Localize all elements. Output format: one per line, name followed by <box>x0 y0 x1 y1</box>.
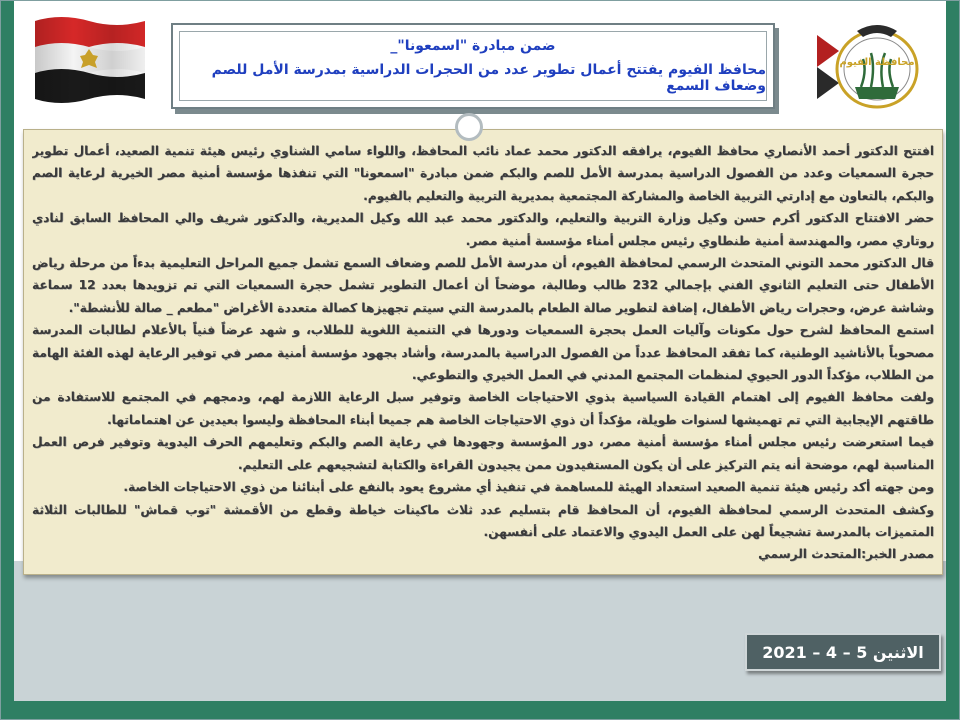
logo-text: محافظة الفيوم <box>839 57 915 68</box>
date-label: الاثنين 5 – 4 – 2021 <box>762 642 924 662</box>
article-source: مصدر الخبر:المتحدث الرسمي <box>758 547 934 562</box>
binder-ring <box>455 113 483 141</box>
article-paragraph: قال الدكتور محمد التوني المتحدث الرسمي لمحافظة الفيوم، أن مدرسة الأمل للصم وضعاف السمع تشمل جميع المراحل التعليمية بدءاً من مرحلة رياض الأطفال حتى التعليم الثانوي الفني بإجمالي 232 طالب وطالبة، موضحاً أن أعمال التطوير تشمل حجرة السمعيات التي تم تزويدها بعدد 12 سماعة وشاشة عرض، وحجرات رياض الأطفال، إضافة لتطوير صالة الطعام بالمدرسة التي سيتم تجهيزها كصالة متعددة الأغراض "مطعم _ صالة للأنشطة". <box>32 256 934 315</box>
article-paragraph: افتتح الدكتور أحمد الأنصاري محافظ الفيوم، يرافقه الدكتور محمد عماد نائب المحافظ، واللواء سامي الشناوي رئيس هيئة تنمية الصعيد، أعمال تطوير حجرة السمعيات وعدد من الفصول الدراسية بمدرسة الأمل للصم والبكم ضمن مبادرة "اسمعونا" التي تنفذها مؤسسة أمنية مصر الخيرية لرعاية الصم والبكم، بالتعاون مع إدارتي التربية الخاصة والمشاركة المجتمعية بمديرية التربية والتعليم بالفيوم. <box>32 144 934 203</box>
page-title: محافظ الفيوم يفتتح أعمال تطوير عدد من الحجرات الدراسية بمدرسة الأمل للصم وضعاف السمع <box>211 62 766 94</box>
date-box <box>745 633 941 671</box>
article-box <box>23 129 943 575</box>
right-border-bar <box>946 1 959 720</box>
article-paragraph: ولفت محافظ الفيوم إلى اهتمام القيادة السياسية بذوي الاحتياجات الخاصة وتوفير سبل الرعاية اللازمة لهم، ودمجهم في المجتمع للاستفادة من طاقتهم الإيجابية التي تم تهميشها لسنوات طويلة، مؤكداً أن ذوي الاحتياجات الخاصة هم جميعا أبناء المحافظة وليسوا بعيدين عن اهتماماتها. <box>32 390 934 427</box>
title-initiative: ضمن مبادرة "اسمعونا"_ <box>390 38 556 54</box>
title-inner-frame <box>179 31 767 101</box>
article-paragraph: فيما استعرضت رئيس مجلس أمناء مؤسسة أمنية مصر، دور المؤسسة وجهودها في رعاية الصم والبكم وتعليمهم الحرف اليدوية وتوفير فرص العمل المناسبة لهم، موضحة أنه يتم التركيز على أن يكون المستفيدون ممن يجيدون القراءة والكتابة لتشجيعهم على التعليم. <box>32 435 934 472</box>
article-paragraph: ومن جهته أكد رئيس هيئة تنمية الصعيد استعداد الهيئة للمساهمة في تنفيذ أي مشروع يعود بالنفع على أبنائنا من ذوي الاحتياجات الخاصة. <box>123 480 934 495</box>
article-paragraph: وكشف المتحدث الرسمي لمحافظة الفيوم، أن المحافظ قام بتسليم عدد ثلاث ماكينات خياطة وقطع من الأقمشة "توب قماش" للطالبات الثلاثة المتميزات بالمدرسة تشجيعاً لهن على العمل اليدوي والاعتماد على أنفسهن. <box>32 502 934 539</box>
bottom-border-bar <box>14 701 946 720</box>
left-border-bar <box>1 1 14 720</box>
title-box <box>171 23 775 109</box>
article-paragraph: حضر الافتتاح الدكتور أكرم حسن وكيل وزارة التربية والتعليم، والدكتور محمد عبد الله وكيل المديرية، والدكتور شريف والي المحافظ السابق لنادي روتاري مصر، والمهندسة أمنية طنطاوي رئيس مجلس أمناء مؤسسة أمنية مصر. <box>32 211 934 248</box>
article-body <box>32 140 934 566</box>
egypt-flag-icon <box>31 13 149 105</box>
fayoum-governorate-logo <box>811 21 931 111</box>
article-paragraph: استمع المحافظ لشرح حول مكونات وآليات العمل بحجرة السمعيات ودورها في التنمية اللغوية للطلاب، و شهد عرضاً فنياً بالأعلام لطالبات المدرسة مصحوباً بالأناشيد الوطنية، كما تفقد المحافظ عدداً من الفصول الدراسية بالمدرسة، وأشاد بجهود مؤسسة أمنية مصر في توفير الرعاية لهذه الفئة الهامة من الطلاب، مؤكداً الدور الحيوي لمنظمات المجتمع المدني في العمل الخيري والتطوعي. <box>32 323 934 383</box>
